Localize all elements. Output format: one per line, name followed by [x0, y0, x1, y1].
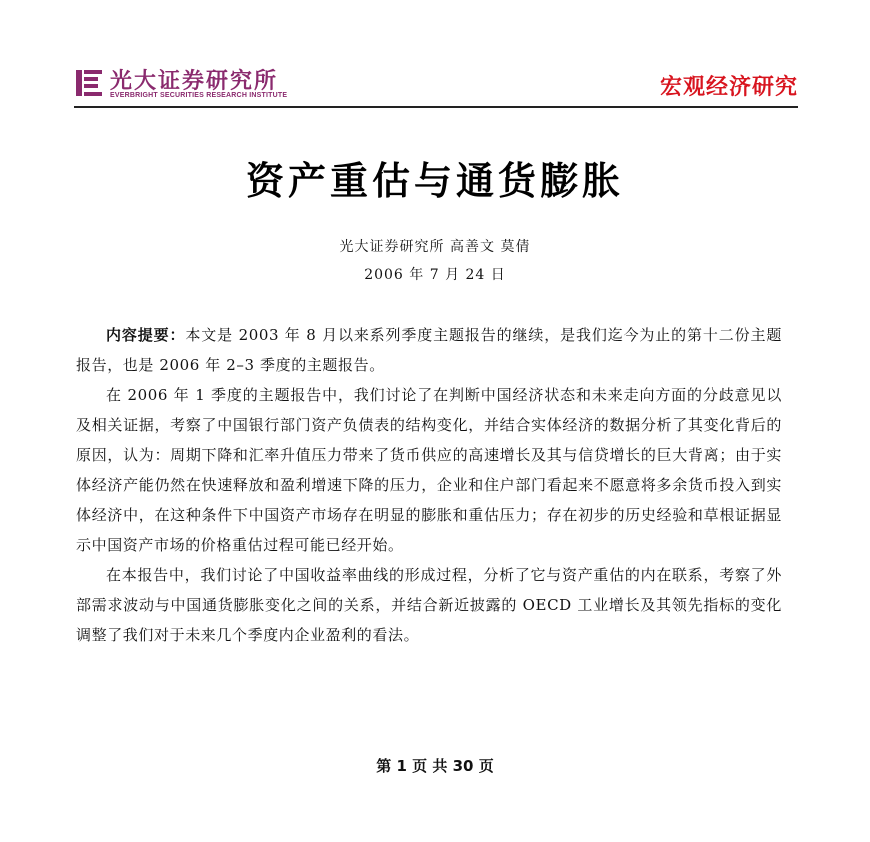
header-divider: [74, 106, 798, 108]
publication-date: 2006 年 7 月 24 日: [364, 267, 506, 283]
body-paragraph-2: 在 2006 年 1 季度的主题报告中，我们讨论了在判断中国经济状态和未来走向方面的分歧意见以及相关证据，考察了中国银行部门资产负债表的结构变化，并结合实体经济的数据分析了其变化背后的原因，认为：周期下降和汇率升值压力带来了货币供应的高速增长及其与信贷增长的巨大背离；由于实体经济产能仍然在快速释放和盈利增速下降的压力，企业和住户部门看起来不愿意将多余货币投入到实体经济中，在这种条件下中国资产市场存在明显的膨胀和重估压力；存在初步的历史经验和草根证据显示中国资产市场的价格重估过程可能已经开始。: [76, 386, 782, 554]
document-title: 资产重估与通货膨胀: [245, 159, 624, 203]
logo-chinese-name: 光大证券研究所: [110, 68, 279, 94]
author-byline: 光大证券研究所 高善文 莫倩: [339, 239, 531, 255]
everbright-logo-icon: [74, 68, 104, 98]
logo-english-name: EVERBRIGHT SECURITIES RESEARCH INSTITUTE: [110, 92, 288, 99]
abstract-text: 本文是 2003 年 8 月以来系列季度主题报告的继续，是我们迄今为止的第十二份主题报告，也是 2006 年 2–3 季度的主题报告。: [76, 326, 782, 374]
page-number: 第 1 页 共 30 页: [376, 757, 494, 775]
document-body: [76, 320, 782, 650]
company-logo: [74, 66, 334, 102]
department-label: 宏观经济研究: [659, 75, 798, 100]
abstract-label: 内容提要：: [106, 326, 186, 344]
page-header: [74, 66, 798, 106]
abstract-paragraph: [76, 320, 782, 380]
body-paragraph-3: 在本报告中，我们讨论了中国收益率曲线的形成过程，分析了它与资产重估的内在联系，考察了外部需求波动与中国通货膨胀变化之间的关系，并结合新近披露的 OECD 工业增长及其领先指标的变化调整了我们对于未来几个季度内企业盈利的看法。: [76, 566, 782, 644]
